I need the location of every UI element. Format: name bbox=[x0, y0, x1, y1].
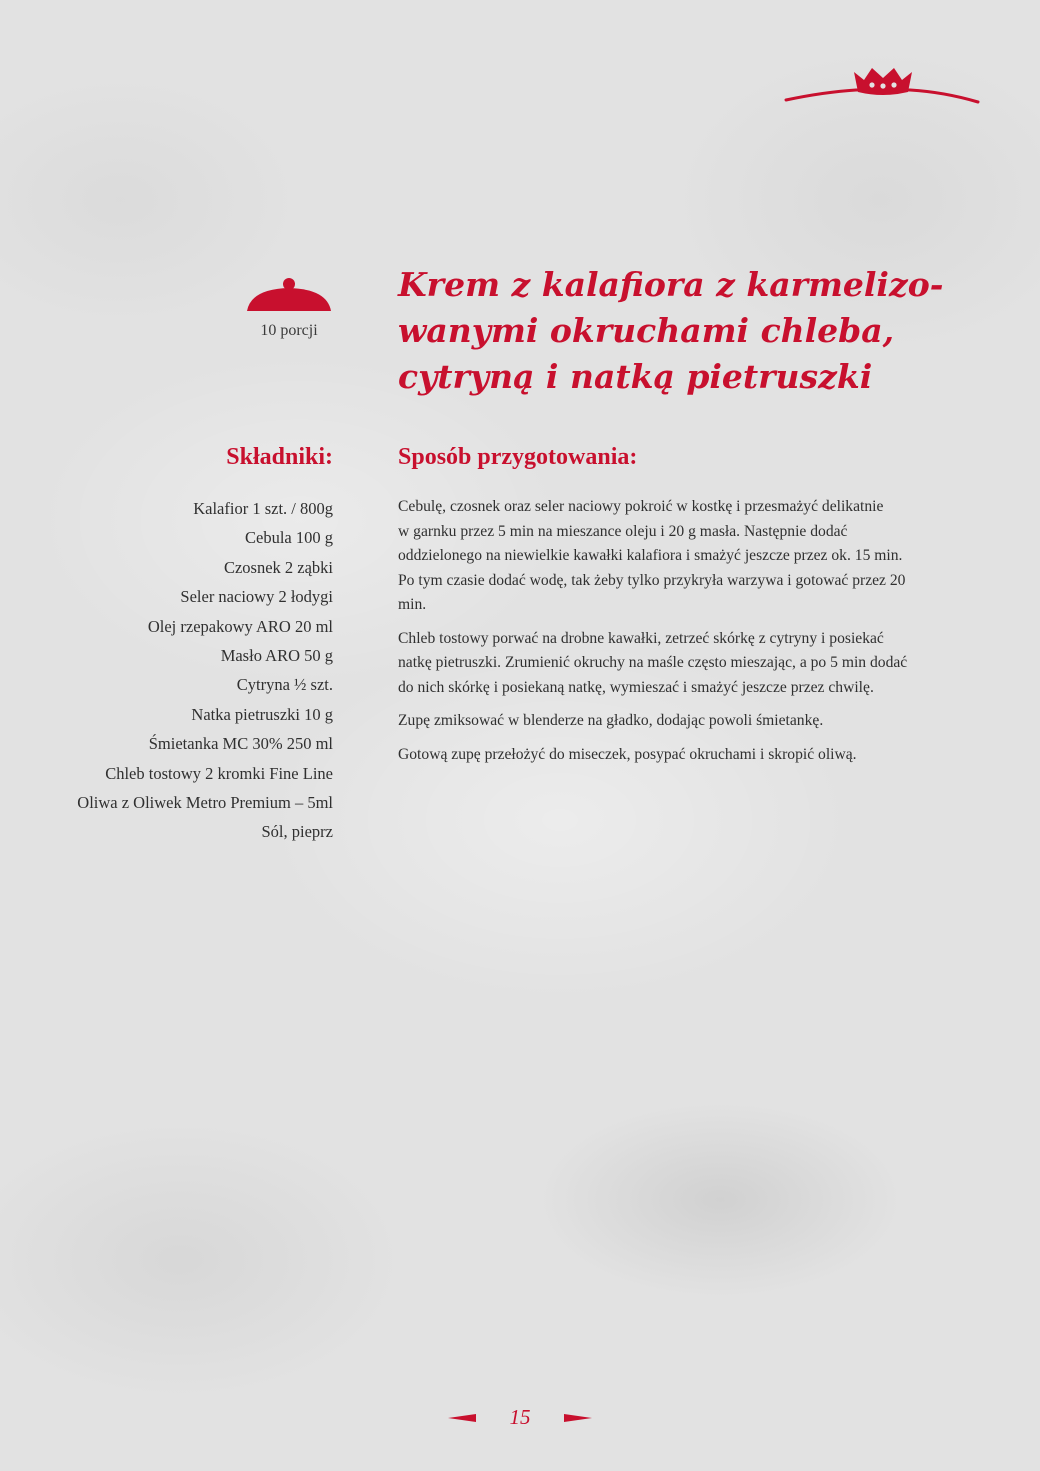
ingredient-item: Seler naciowy 2 łodygi bbox=[180, 587, 333, 607]
method-line: w garnku przez 5 min na mieszance oleju i 20 g masła. Następnie dodać bbox=[398, 522, 848, 540]
ingredient-item: Kalafior 1 szt. / 800g bbox=[193, 499, 333, 518]
method-line: do nich skórkę i posiekaną natkę, wymieszać i smażyć jeszcze przez chwilę. bbox=[398, 678, 874, 696]
method-line: Po tym czasie dodać wodę, tak żeby tylko przykryła warzywa i gotować przez 20 bbox=[398, 571, 906, 589]
recipe-title-line: wanymi okruchami chleba, bbox=[398, 311, 895, 350]
method-heading: Sposób przygotowania: bbox=[398, 444, 638, 470]
ingredient-item: Śmietanka MC 30% 250 ml bbox=[148, 734, 333, 754]
ingredients-list bbox=[40, 494, 333, 847]
method-paragraph bbox=[398, 743, 988, 768]
ingredient-item: Czosnek 2 ząbki bbox=[223, 557, 333, 577]
recipe-title-line: cytryną i natką pietruszki bbox=[398, 357, 873, 396]
servings-label: 10 porcji bbox=[260, 322, 318, 339]
method-paragraph bbox=[398, 495, 988, 618]
method-text bbox=[398, 495, 988, 776]
method-line: Chleb tostowy porwać na drobne kawałki, zetrzeć skórkę z cytryny i posiekać bbox=[398, 629, 884, 647]
page-footer bbox=[448, 1402, 592, 1432]
recipe-title-line: Krem z kalafiora z karmelizo- bbox=[398, 265, 944, 304]
method-line: Cebulę, czosnek oraz seler naciowy pokroić w kostkę i przesmażyć delikatnie bbox=[398, 498, 884, 515]
method-line: min. bbox=[398, 596, 427, 613]
ingredient-item: Natka pietruszki 10 g bbox=[191, 704, 333, 724]
ingredient-item: Olej rzepakowy ARO 20 ml bbox=[147, 616, 333, 636]
arrow-right-icon bbox=[564, 1414, 592, 1422]
ingredient-item: Chleb tostowy 2 kromki Fine Line bbox=[105, 763, 333, 783]
pot-lid-icon bbox=[245, 275, 333, 313]
ingredient-item: Sól, pieprz bbox=[261, 822, 333, 842]
page-number: 15 bbox=[509, 1405, 531, 1429]
method-line: natkę pietruszki. Zrumienić okruchy na maśle często mieszając, a po 5 min dodać bbox=[398, 654, 908, 671]
arrow-left-icon bbox=[448, 1414, 476, 1422]
method-paragraph bbox=[398, 627, 988, 701]
method-line: oddzielonego na niewielkie kawałki kalafiora i smażyć jeszcze przez ok. 15 min. bbox=[398, 547, 903, 564]
recipe-title bbox=[398, 262, 958, 400]
ingredients-heading: Składniki: bbox=[226, 444, 333, 470]
method-line: Zupę zmiksować w blenderze na gładko, dodając powoli śmietankę. bbox=[398, 712, 824, 729]
ingredient-item: Masło ARO 50 g bbox=[220, 646, 333, 666]
method-line: Gotową zupę przełożyć do miseczek, posypać okruchami i skropić oliwą. bbox=[398, 745, 857, 763]
crown-icon bbox=[784, 58, 980, 108]
method-paragraph bbox=[398, 709, 988, 734]
ingredient-item: Cytryna ½ szt. bbox=[236, 675, 333, 695]
ingredient-item: Oliwa z Oliwek Metro Premium – 5ml bbox=[77, 793, 333, 813]
ingredient-item: Cebula 100 g bbox=[245, 528, 333, 548]
